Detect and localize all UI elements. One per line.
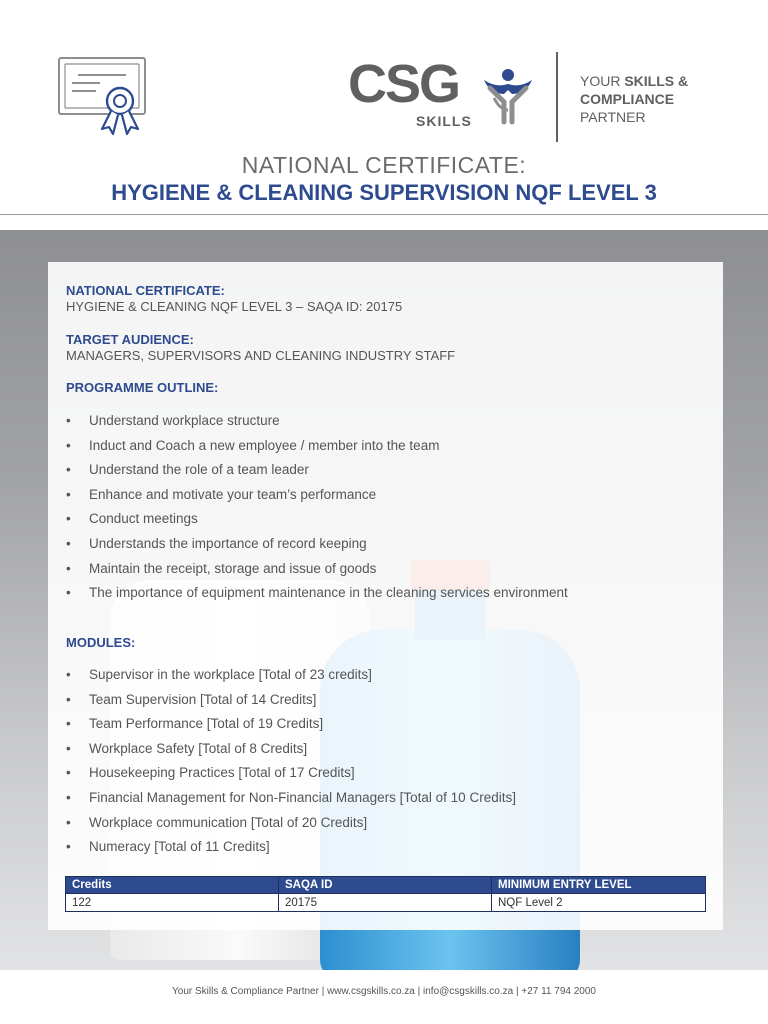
table-row xyxy=(66,894,706,912)
list-item: • Housekeeping Practices [Total of 17 Credits] xyxy=(66,761,516,786)
list-item: • Conduct meetings xyxy=(66,507,568,532)
tagline-partner: PARTNER xyxy=(580,109,646,125)
csg-figure-logo xyxy=(480,66,536,126)
header xyxy=(0,0,768,215)
logo-wordmark: CSG xyxy=(348,54,460,114)
header-divider xyxy=(0,214,768,215)
page-title-line1: NATIONAL CERTIFICATE: xyxy=(241,152,527,178)
modules-heading: MODULES: xyxy=(66,635,136,650)
logo-divider xyxy=(556,52,558,142)
audience-text: MANAGERS, SUPERVISORS AND CLEANING INDUSTRY STAFF xyxy=(66,348,456,363)
list-item: • Understands the importance of record keeping xyxy=(66,532,568,557)
list-item: • The importance of equipment maintenance in the cleaning services environment xyxy=(66,581,568,606)
list-item: • Supervisor in the workplace [Total of 23 credits] xyxy=(66,663,516,688)
audience-heading: TARGET AUDIENCE: xyxy=(66,332,194,347)
list-item: • Enhance and motivate your team’s performance xyxy=(66,483,568,508)
list-item: • Understand the role of a team leader xyxy=(66,458,568,483)
footer: Your Skills & Compliance Partner | www.csgskills.co.za | info@csgskills.co.za | +27 11 794 2000 xyxy=(172,986,596,997)
list-item: • Team Supervision [Total of 14 Credits] xyxy=(66,688,516,713)
list-item: • Workplace Safety [Total of 8 Credits] xyxy=(66,737,516,762)
list-item: • Team Performance [Total of 19 Credits] xyxy=(66,712,516,737)
credits-table xyxy=(65,876,706,912)
certificate-heading: NATIONAL CERTIFICATE: xyxy=(66,283,225,298)
outline-heading: PROGRAMME OUTLINE: xyxy=(66,380,219,395)
tagline-plain: YOUR xyxy=(580,73,625,89)
modules-list xyxy=(66,663,516,860)
table-header-row xyxy=(66,877,706,894)
page-title-line2: HYGIENE & CLEANING SUPERVISION NQF LEVEL 3 xyxy=(111,180,657,205)
tagline-compliance: COMPLIANCE xyxy=(580,91,675,107)
outline-list xyxy=(66,409,568,606)
cell-entry-level: NQF Level 2 xyxy=(492,894,706,912)
certificate-text: HYGIENE & CLEANING NQF LEVEL 3 – SAQA ID: 20175 xyxy=(66,299,403,314)
column-header-entry-level: MINIMUM ENTRY LEVEL xyxy=(492,877,706,894)
cell-credits: 122 xyxy=(66,894,279,912)
logo-subtext: SKILLS xyxy=(416,113,472,129)
list-item: • Numeracy [Total of 11 Credits] xyxy=(66,835,516,860)
list-item: • Financial Management for Non-Financial Managers [Total of 10 Credits] xyxy=(66,786,516,811)
tagline xyxy=(580,72,688,126)
certificate-icon xyxy=(56,55,150,139)
list-item: • Induct and Coach a new employee / member into the team xyxy=(66,434,568,459)
list-item: • Maintain the receipt, storage and issue of goods xyxy=(66,557,568,582)
column-header-credits: Credits xyxy=(66,877,279,894)
tagline-bold: SKILLS & xyxy=(624,73,689,89)
column-header-saqa-id: SAQA ID xyxy=(279,877,492,894)
list-item: • Understand workplace structure xyxy=(66,409,568,434)
list-item: • Workplace communication [Total of 20 Credits] xyxy=(66,811,516,836)
cell-saqa-id: 20175 xyxy=(279,894,492,912)
csg-skills-logo xyxy=(348,54,548,144)
